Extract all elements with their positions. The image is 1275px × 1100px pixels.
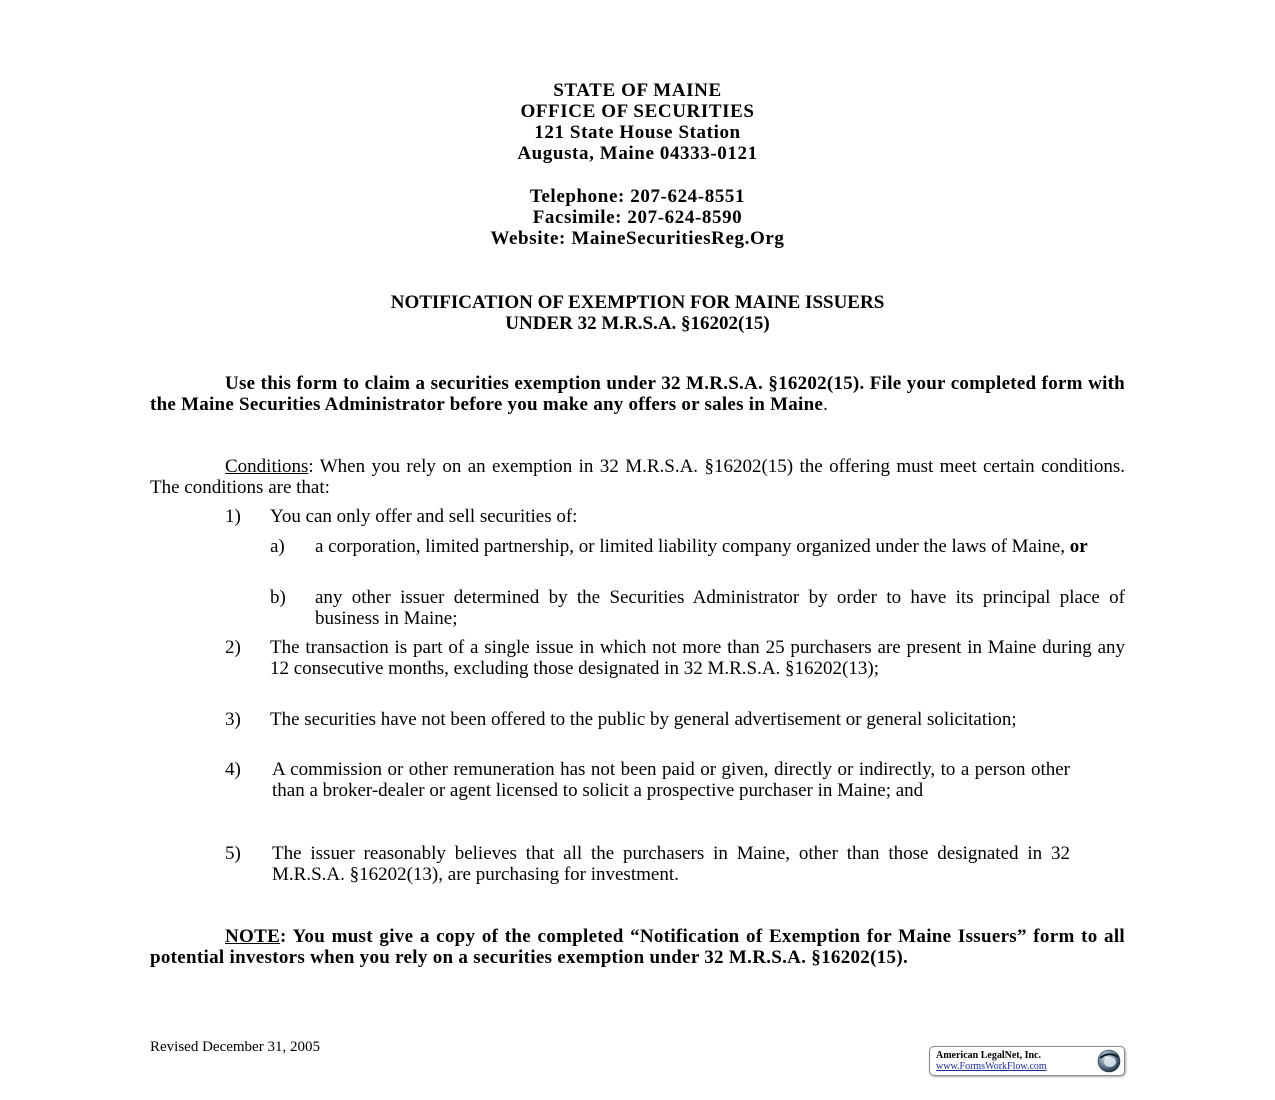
form-title <box>0 292 1275 334</box>
conditions-label: Conditions <box>225 456 309 477</box>
conditions-text: : When you rely on an exemption in 32 M.R.S.A. §16202(15) the offering must meet certain conditions. The conditions are that: <box>150 456 1125 498</box>
american-legalnet-logo[interactable] <box>929 1046 1125 1076</box>
logo-link[interactable]: www.FormsWorkFlow.com <box>936 1061 1047 1072</box>
intro-paragraph: Use this form to claim a securities exemption under 32 M.R.S.A. §16202(15). File your completed form with the Maine Securities Administrator before you make any offers or sales in Maine. <box>150 373 1125 415</box>
revision-date: Revised December 31, 2005 <box>150 1039 320 1055</box>
note-paragraph <box>150 926 1125 968</box>
logo-company: American LegalNet, Inc. <box>936 1050 1041 1061</box>
condition-item-1: 1) You can only offer and sell securities of: <box>225 506 578 527</box>
header-line: 121 State House Station <box>534 122 741 143</box>
intro-bold-text: Use this form to claim a securities exemption under 32 M.R.S.A. §16202(15). File your completed form with the Maine Securities Administrator before you make any offers or sales in Maine <box>150 373 1125 415</box>
condition-subitem-a: a) a corporation, limited partnership, or limited liability company organized under the laws of Maine, or <box>270 536 1088 557</box>
header-line: OFFICE OF SECURITIES <box>520 101 755 122</box>
note-text: : You must give a copy of the completed “Notification of Exemption for Maine Issuers” form to all potential investors when you rely on a securities exemption under 32 M.R.S.A. §16202(15). <box>150 926 1125 968</box>
facsimile: Facsimile: 207-624-8590 <box>532 207 743 228</box>
globe-icon <box>1097 1049 1121 1073</box>
title-line-2: UNDER 32 M.R.S.A. §16202(15) <box>505 313 770 334</box>
condition-item-5: 5) The issuer reasonably believes that all the purchasers in Maine, other than those designated in 32 M.R.S.A. §16202(13), are purchasing for investment. <box>225 843 1070 885</box>
telephone: Telephone: 207-624-8551 <box>529 186 746 207</box>
condition-subitem-b: b) any other issuer determined by the Securities Administrator by order to have its principal place of business in Maine; <box>270 587 1125 629</box>
condition-item-3: 3) The securities have not been offered to the public by general advertisement or general solicitation; <box>225 709 1017 730</box>
note-label: NOTE <box>225 926 281 947</box>
condition-item-4: 4) A commission or other remuneration has not been paid or given, directly or indirectly, to a person other than a broker-dealer or agent licensed to solicit a prospective purchaser in Maine; and <box>225 759 1070 801</box>
website: Website: MaineSecuritiesReg.Org <box>490 228 785 249</box>
header-line: Augusta, Maine 04333-0121 <box>517 143 758 164</box>
agency-header <box>0 80 1275 164</box>
contact-block <box>0 186 1275 249</box>
title-line-1: NOTIFICATION OF EXEMPTION FOR MAINE ISSUERS <box>390 292 885 313</box>
header-line: STATE OF MAINE <box>553 80 722 101</box>
condition-item-2: 2) The transaction is part of a single issue in which not more than 25 purchasers are present in Maine during any 12 consecutive months, excluding those designated in 32 M.R.S.A. §16202(13); <box>225 637 1125 679</box>
conditions-paragraph <box>150 456 1125 498</box>
